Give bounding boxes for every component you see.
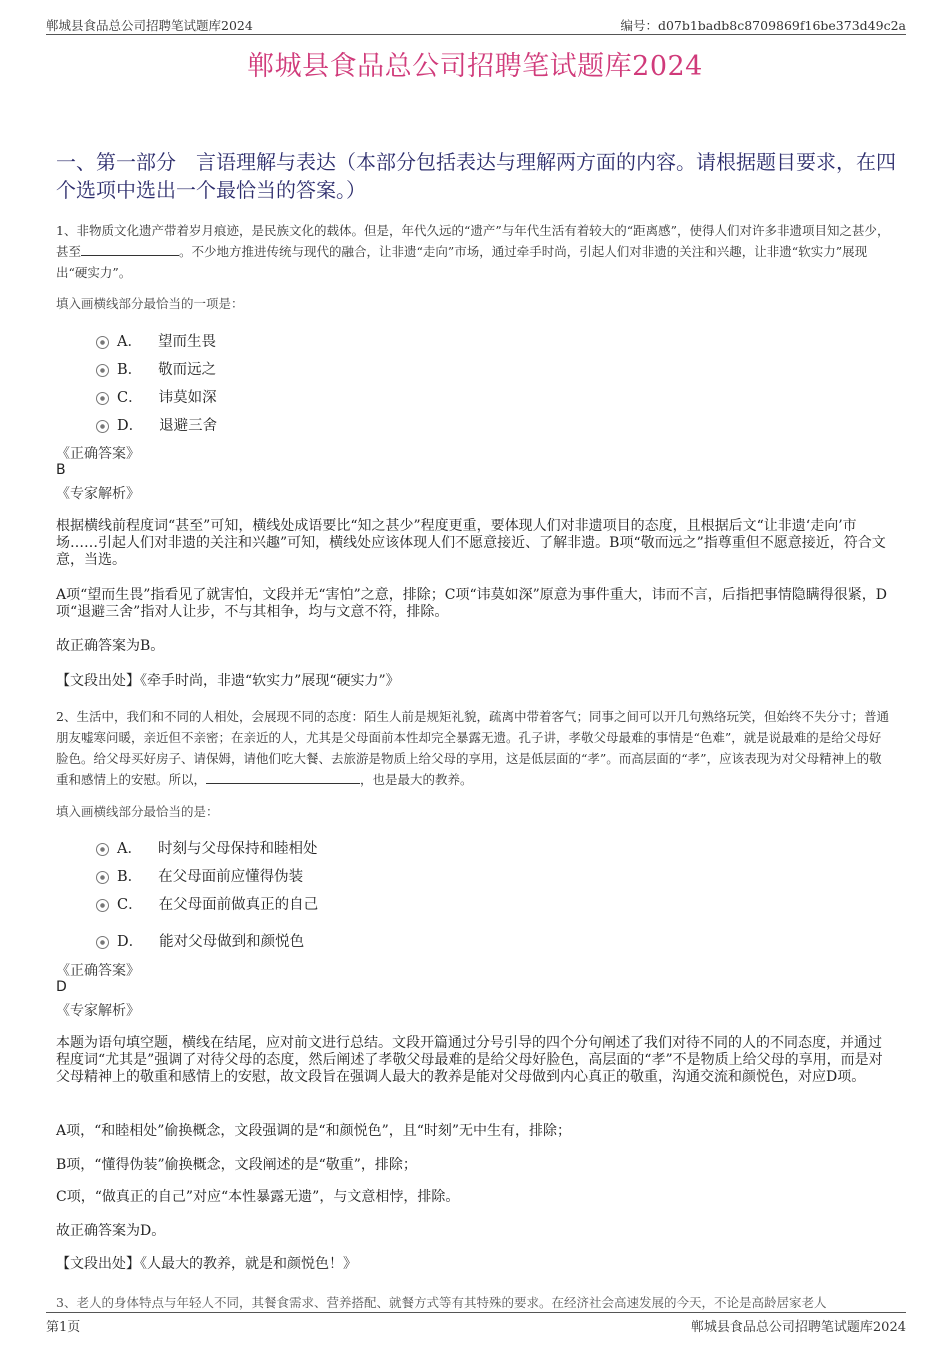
question-2-prompt: 填入画横线部分最恰当的是：: [56, 804, 219, 819]
fill-blank: [206, 769, 360, 784]
q2-answer: D: [56, 979, 67, 995]
radio-icon[interactable]: [96, 899, 109, 912]
question-3-cut-text: 3、老人的身体特点与年轻人不同，其餐食需求、营养搭配、就餐方式等有其特殊的要求。在经济社会高速发展的今天，不论是高龄居家老人: [56, 1295, 827, 1310]
section-heading: 一、第一部分 言语理解与表达（本部分包括表达与理解两方面的内容。请根据题目要求，在四个选项中选出一个最恰当的答案。）: [56, 150, 896, 202]
q2-option-b[interactable]: B． 在父母面前应懂得伪装: [96, 865, 303, 886]
q1-option-d[interactable]: D． 退避三舍: [96, 414, 217, 435]
fill-blank: [81, 241, 179, 256]
q1-analysis-label: 《专家解析》: [56, 486, 140, 502]
q1-option-a[interactable]: A． 望而生畏: [96, 330, 216, 351]
q2-option-a[interactable]: A． 时刻与父母保持和睦相处: [96, 837, 317, 858]
radio-icon[interactable]: [96, 364, 109, 377]
footer-title: 郸城县食品总公司招聘笔试题库2024: [690, 1320, 906, 1335]
q2-option-d[interactable]: D． 能对父母做到和颜悦色: [96, 930, 304, 951]
q2-analysis-label: 《专家解析》: [56, 1003, 140, 1019]
question-1-text: 1、非物质文化遗产带着岁月痕迹，是民族文化的载体。但是，年代久远的“遗产”与年代生活有着较大的“距离感”，使得人们对许多非遗项目知之甚少，甚至 。不少地方推进传统与现代的融合，让非遗“走向”市场，通过牵手时尚，引起人们对非遗的关注和兴趣，让非遗“软实力”展现出“硬实力”。: [56, 223, 890, 280]
q2-analysis-paragraph: B项，“懂得伪装”偷换概念，文段阐述的是“敬重”，排除；: [56, 1157, 417, 1173]
question-2-text: 2、生活中，我们和不同的人相处，会展现不同的态度：陌生人前是规矩礼貌，疏离中带着客气；同事之间可以开几句熟络玩笑，但始终不失分寸；普通朋友嘘寒问暖，亲近但不亲密；在亲近的人，尤其是父母面前本性却完全暴露无遗。孔子讲，孝敬父母最难的事情是“色难”，就是说最难的是给父母好脸色。给父母买好房子、请保姆，请他们吃大餐、去旅游是物质上给父母的享用，这是低层面的“孝”。而高层面的“孝”，应该表现为对父母精神上的敬重和感情上的安慰。所以， ，也是最大的教养。: [56, 709, 889, 787]
q2-answer-label: 《正确答案》: [56, 963, 140, 979]
q1-option-b[interactable]: B． 敬而远之: [96, 358, 216, 379]
q1-conclusion: 故正确答案为B。: [56, 638, 165, 654]
q1-analysis-paragraph: 根据横线前程度词“甚至”可知，横线处成语要比“知之甚少”程度更重，要体现人们对非遗项目的态度，且根据后文“让非遗‘走向’市场……引起人们对非遗的关注和兴趣”可知，横线处应该体现人们不愿意接近、了解非遗。B项“敬而远之”指尊重但不愿意接近，符合文意，当选。: [56, 518, 886, 568]
page-header: [46, 14, 906, 35]
q1-analysis-paragraph: A项“望而生畏”指看见了就害怕，文段并无“害怕”之意，排除；C项“讳莫如深”原意为事件重大，讳而不言，后指把事情隐瞒得很紧，D项“退避三舍”指对人让步，不与其相争，均与文意不符，排除。: [56, 587, 887, 620]
radio-icon[interactable]: [96, 420, 109, 433]
page-footer: [46, 1312, 906, 1333]
q1-answer-label: 《正确答案》: [56, 446, 140, 462]
q2-option-c[interactable]: C． 在父母面前做真正的自己: [96, 893, 318, 914]
header-left: 郸城县食品总公司招聘笔试题库2024: [46, 18, 253, 33]
page-number: 第1页: [46, 1320, 81, 1335]
q1-source: 【文段出处】《牵手时尚，非遗“软实力”展现“硬实力”》: [56, 673, 400, 689]
radio-icon[interactable]: [96, 843, 109, 856]
q2-analysis-paragraph: 本题为语句填空题，横线在结尾，应对前文进行总结。文段开篇通过分号引导的四个分句阐述了我们对待不同的人的不同态度，并通过程度词“尤其是”强调了对待父母的态度，然后阐述了孝敬父母最难的是给父母好脸色，高层面的“孝”不是物质上给父母的享用，而是对父母精神上的敬重和感情上的安慰，故文段旨在强调人最大的教养是能对父母做到内心真正的敬重，沟通交流和颜悦色，对应D项。: [56, 1035, 883, 1085]
question-1-prompt: 填入画横线部分最恰当的一项是：: [56, 296, 244, 311]
page-title: 郸城县食品总公司招聘笔试题库2024: [247, 51, 703, 82]
q2-analysis-paragraph: C项，“做真正的自己”对应“本性暴露无遗”，与文意相悖，排除。: [56, 1189, 460, 1205]
q2-analysis-paragraph: A项，“和睦相处”偷换概念，文段强调的是“和颜悦色”，且“时刻”无中生有，排除；: [56, 1123, 572, 1139]
header-right: 编号：d07b1badb8c8709869f16be373d49c2a: [620, 18, 906, 33]
q2-source: 【文段出处】《人最大的教养，就是和颜悦色！》: [56, 1256, 357, 1272]
radio-icon[interactable]: [96, 871, 109, 884]
q2-conclusion: 故正确答案为D。: [56, 1223, 166, 1239]
radio-icon[interactable]: [96, 392, 109, 405]
q1-option-c[interactable]: C． 讳莫如深: [96, 386, 217, 407]
radio-icon[interactable]: [96, 336, 109, 349]
radio-icon[interactable]: [96, 936, 109, 949]
q1-answer: B: [56, 462, 66, 478]
